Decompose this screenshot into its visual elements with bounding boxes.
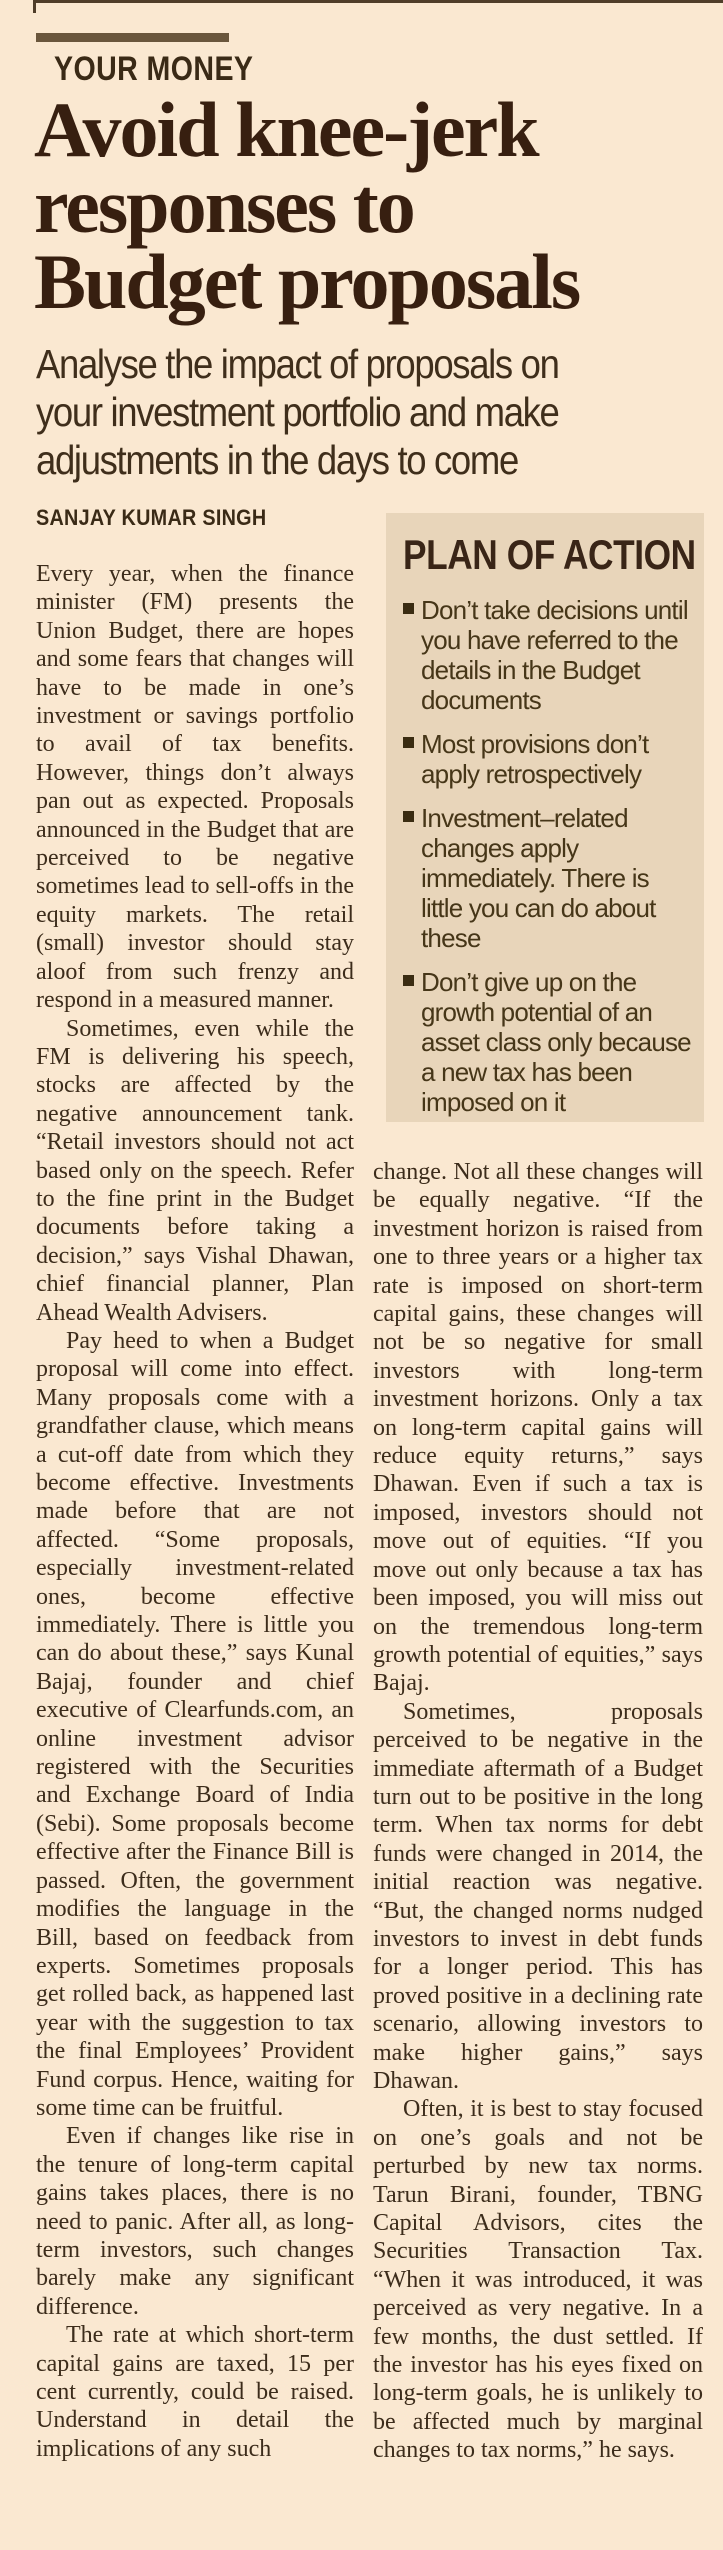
headline-line: Budget proposals [34,238,580,325]
article-paragraph: The rate at which short-term capital gains are taxed, 15 per cent currently, could be raised. Understand in detail the implications of any such [36,2322,354,2462]
list-item [403,729,692,789]
plan-of-action-title: PLAN OF ACTION [403,531,696,578]
article-headline [34,86,723,325]
standfirst-line: Analyse the impact of proposals on [36,341,559,387]
plan-of-action-list [403,595,692,1117]
headline-line: Avoid knee-jerk [34,86,538,173]
plan-of-action-box [386,513,704,1122]
list-item-text: Don’t take decisions until you have referred to the details in the Budget documents [421,595,688,715]
headline-line: responses to [34,162,414,249]
article-right-column [373,1158,703,2465]
top-rule-divider [33,0,723,3]
square-bullet-icon [403,737,414,748]
square-bullet-icon [403,975,414,986]
article-paragraph: Pay heed to when a Budget proposal will come into effect. Many proposals come with a grandfather clause, which means a cut-off date from which they become effective. Investments made before that are not affected. “Some proposals, especially investment-related ones, become effective immediately. There is little you can do about these,” says Kunal Bajaj, founder and chief executive of Clearfunds.com, an online investment advisor registered with the Securities and Exchange Board of India (Sebi). Some proposals become effective after the Finance Bill is passed. Often, the government modifies the language in the Bill, based on feedback from experts. Sometimes proposals get rolled back, as happened last year with the suggestion to tax the final Employees’ Provident Fund corpus. Hence, waiting for some time can be fruitful. [36,1327,354,2121]
square-bullet-icon [403,603,414,614]
list-item [403,595,692,715]
list-item [403,967,692,1117]
standfirst-line: adjustments in the days to come [36,437,518,483]
article-paragraph: Sometimes, proposals perceived to be negative in the immediate aftermath of a Budget turn out to be positive in the long term. When tax norms for debt funds were changed in 2014, the initial reaction was negative. “But, the changed norms nudged investors to invest in debt funds for a longer period. This has proved positive in a declining rate scenario, allowing investors to make higher gains,” says Dhawan. [373,1698,703,2094]
standfirst-line: your investment portfolio and make [36,389,559,435]
square-bullet-icon [403,811,414,822]
list-item-text: Don’t give up on the growth potential of an asset class only because a new tax has been imposed on it [421,967,691,1117]
article-left-column [36,560,354,2463]
list-item-text: Most provisions don’t apply retrospectively [421,729,649,789]
article-standfirst [36,340,559,484]
article-paragraph: Often, it is best to stay focused on one’s goals and not be perturbed by new tax norms. Tarun Birani, founder, TBNG Capital Advisors, cites the Securities Transaction Tax. “When it was introduced, it was perceived as very negative. In a few months, the dust settled. If the investor has his eyes fixed on long-term goals, he is unlikely to be affected much by marginal changes to tax norms,” he says. [373,2096,703,2464]
list-item [403,803,692,953]
article-paragraph: change. Not all these changes will be equally negative. “If the investment horizon is raised from one to three years or a higher tax rate is imposed on short-term capital gains, these changes will not be so negative for small investors with long-term investment horizons. Only a tax on long-term capital gains will reduce equity returns,” says Dhawan. Even if such a tax is imposed, investors should not move out of equities. “If you move out only because a tax has been imposed, you will miss out on the tremendous long-term growth potential of equities,” says Bajaj. [373,1159,703,1697]
section-kicker-label: YOUR MONEY [54,50,254,88]
article-byline: SANJAY KUMAR SINGH [36,505,267,530]
list-item-text: Investment–related changes apply immediately. There is little you can do about these [421,803,656,953]
article-paragraph: Even if changes like rise in the tenure of long-term capital gains takes places, there is no need to panic. After all, as long-term investors, such changes barely make any significant difference. [36,2123,354,2320]
section-kicker-bar [36,33,229,42]
top-rule-tick [33,0,36,13]
article-paragraph: Every year, when the finance minister (FM) presents the Union Budget, there are hopes and some fears that changes will have to be made in one’s investment or savings portfolio to avail of tax benefits. However, things don’t always pan out as expected. Proposals announced in the Budget that are perceived to be negative sometimes lead to sell-offs in the equity markets. The retail (small) investor should stay aloof from such frenzy and respond in a measured manner. [36,561,354,1014]
article-paragraph: Sometimes, even while the FM is delivering his speech, stocks are affected by the negative announcement tank. “Retail investors should not act based only on the speech. Refer to the fine print in the Budget documents before taking a decision,” says Vishal Dhawan, chief financial planner, Plan Ahead Wealth Advisers. [36,1015,354,1326]
